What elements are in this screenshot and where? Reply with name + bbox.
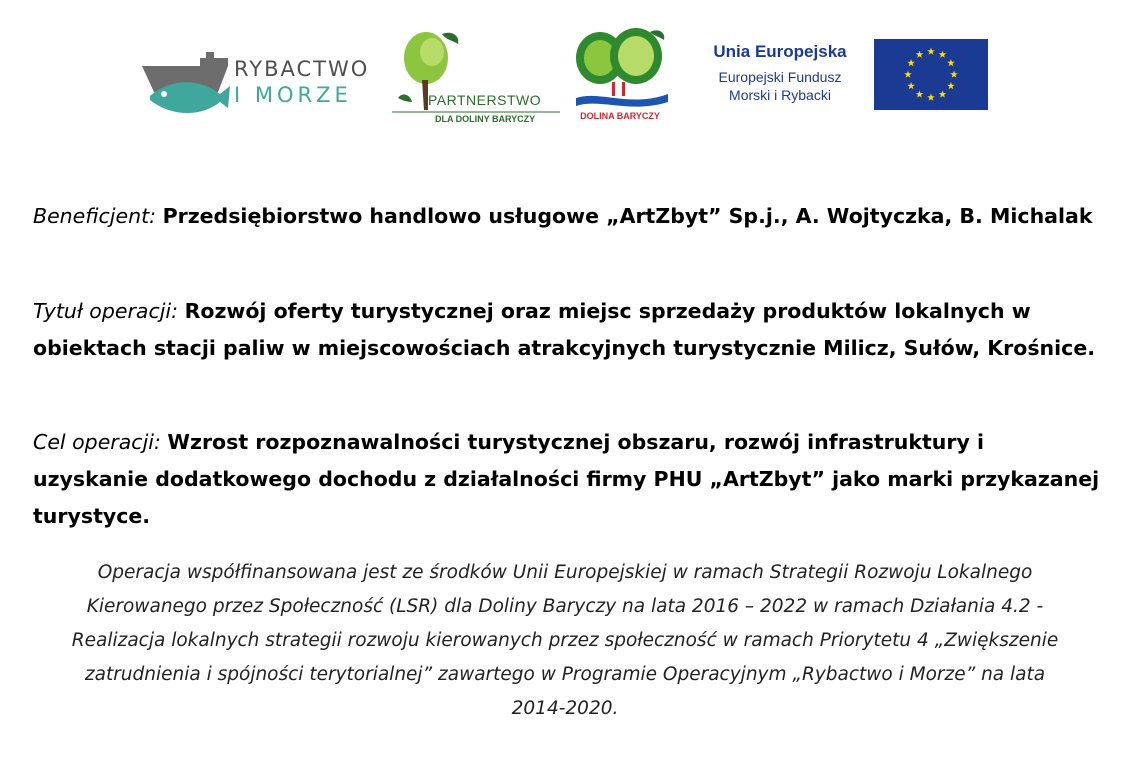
- partnerstwo-logo-line2: DLA DOLINY BARYCZY: [435, 114, 536, 124]
- cel-operacji-paragraph: [33, 424, 1103, 535]
- cofinancing-note: [30, 556, 1100, 726]
- rybactwo-i-morze-logo: [140, 48, 370, 118]
- eu-flag-icon: [874, 39, 988, 110]
- cofinancing-line: 2014-2020.: [511, 698, 619, 719]
- eu-flag: [874, 39, 988, 110]
- cel-label: Cel operacji:: [33, 430, 161, 454]
- eu-title: Unia Europejska: [713, 42, 847, 61]
- trees-river-icon: [570, 28, 675, 110]
- cofinancing-line: zatrudnienia i spójności terytorialnej” zawartego w Programie Operacyjnym „Rybactwo i Morze” na lata: [84, 664, 1046, 685]
- partnerstwo-logo-line1: PARTNERSTWO: [428, 92, 542, 108]
- beneficjent-value: Przedsiębiorstwo handlowo usługowe „ArtZbyt” Sp.j., A. Wojtyczka, B. Michalak: [162, 204, 1093, 228]
- tytul-operacji-paragraph: [33, 293, 1103, 367]
- eu-fund-text: [690, 42, 870, 122]
- eu-fund-line1: Europejski Fundusz: [718, 69, 842, 85]
- dolina-logo-line1: DOLINA BARYCZY: [580, 111, 660, 121]
- beneficjent-label: Beneficjent:: [33, 204, 157, 228]
- dolina-baryczy-logo: [570, 28, 675, 128]
- cofinancing-line: Operacja współfinansowana jest ze środków Unii Europejskiej w ramach Strategii Rozwoju Lokalnego: [97, 562, 1033, 583]
- beneficjent-paragraph: [33, 198, 1103, 235]
- tytul-value: Rozwój oferty turystycznej oraz miejsc sprzedaży produktów lokalnych w obiektach stacji paliw w miejscowościach atrakcyjnych turystycznie Milicz, Sułów, Krośnice.: [33, 299, 1096, 360]
- cofinancing-line: Realizacja lokalnych strategii rozwoju kierowanych przez społeczność w ramach Priorytetu 4 „Zwiększenie: [71, 630, 1059, 651]
- cofinancing-line: Kierowanego przez Społeczność (LSR) dla Doliny Baryczy na lata 2016 – 2022 w ramach Działania 4.2 -: [86, 596, 1044, 617]
- cel-value: Wzrost rozpoznawalności turystycznej obszaru, rozwój infrastruktury i uzyskanie dodatkowego dochodu z działalności firmy PHU „ArtZbyt” jako marki przykazanej turystyce.: [33, 430, 1100, 528]
- rybactwo-logo-line2: I MORZE: [234, 83, 352, 107]
- tytul-label: Tytuł operacji:: [33, 299, 179, 323]
- fish-boat-icon: [140, 48, 232, 118]
- eu-fund-line2: Morski i Rybacki: [729, 87, 831, 103]
- logo-bar: [0, 28, 1130, 138]
- rybactwo-logo-line1: RYBACTWO: [234, 57, 370, 81]
- partnerstwo-logo: [392, 28, 560, 133]
